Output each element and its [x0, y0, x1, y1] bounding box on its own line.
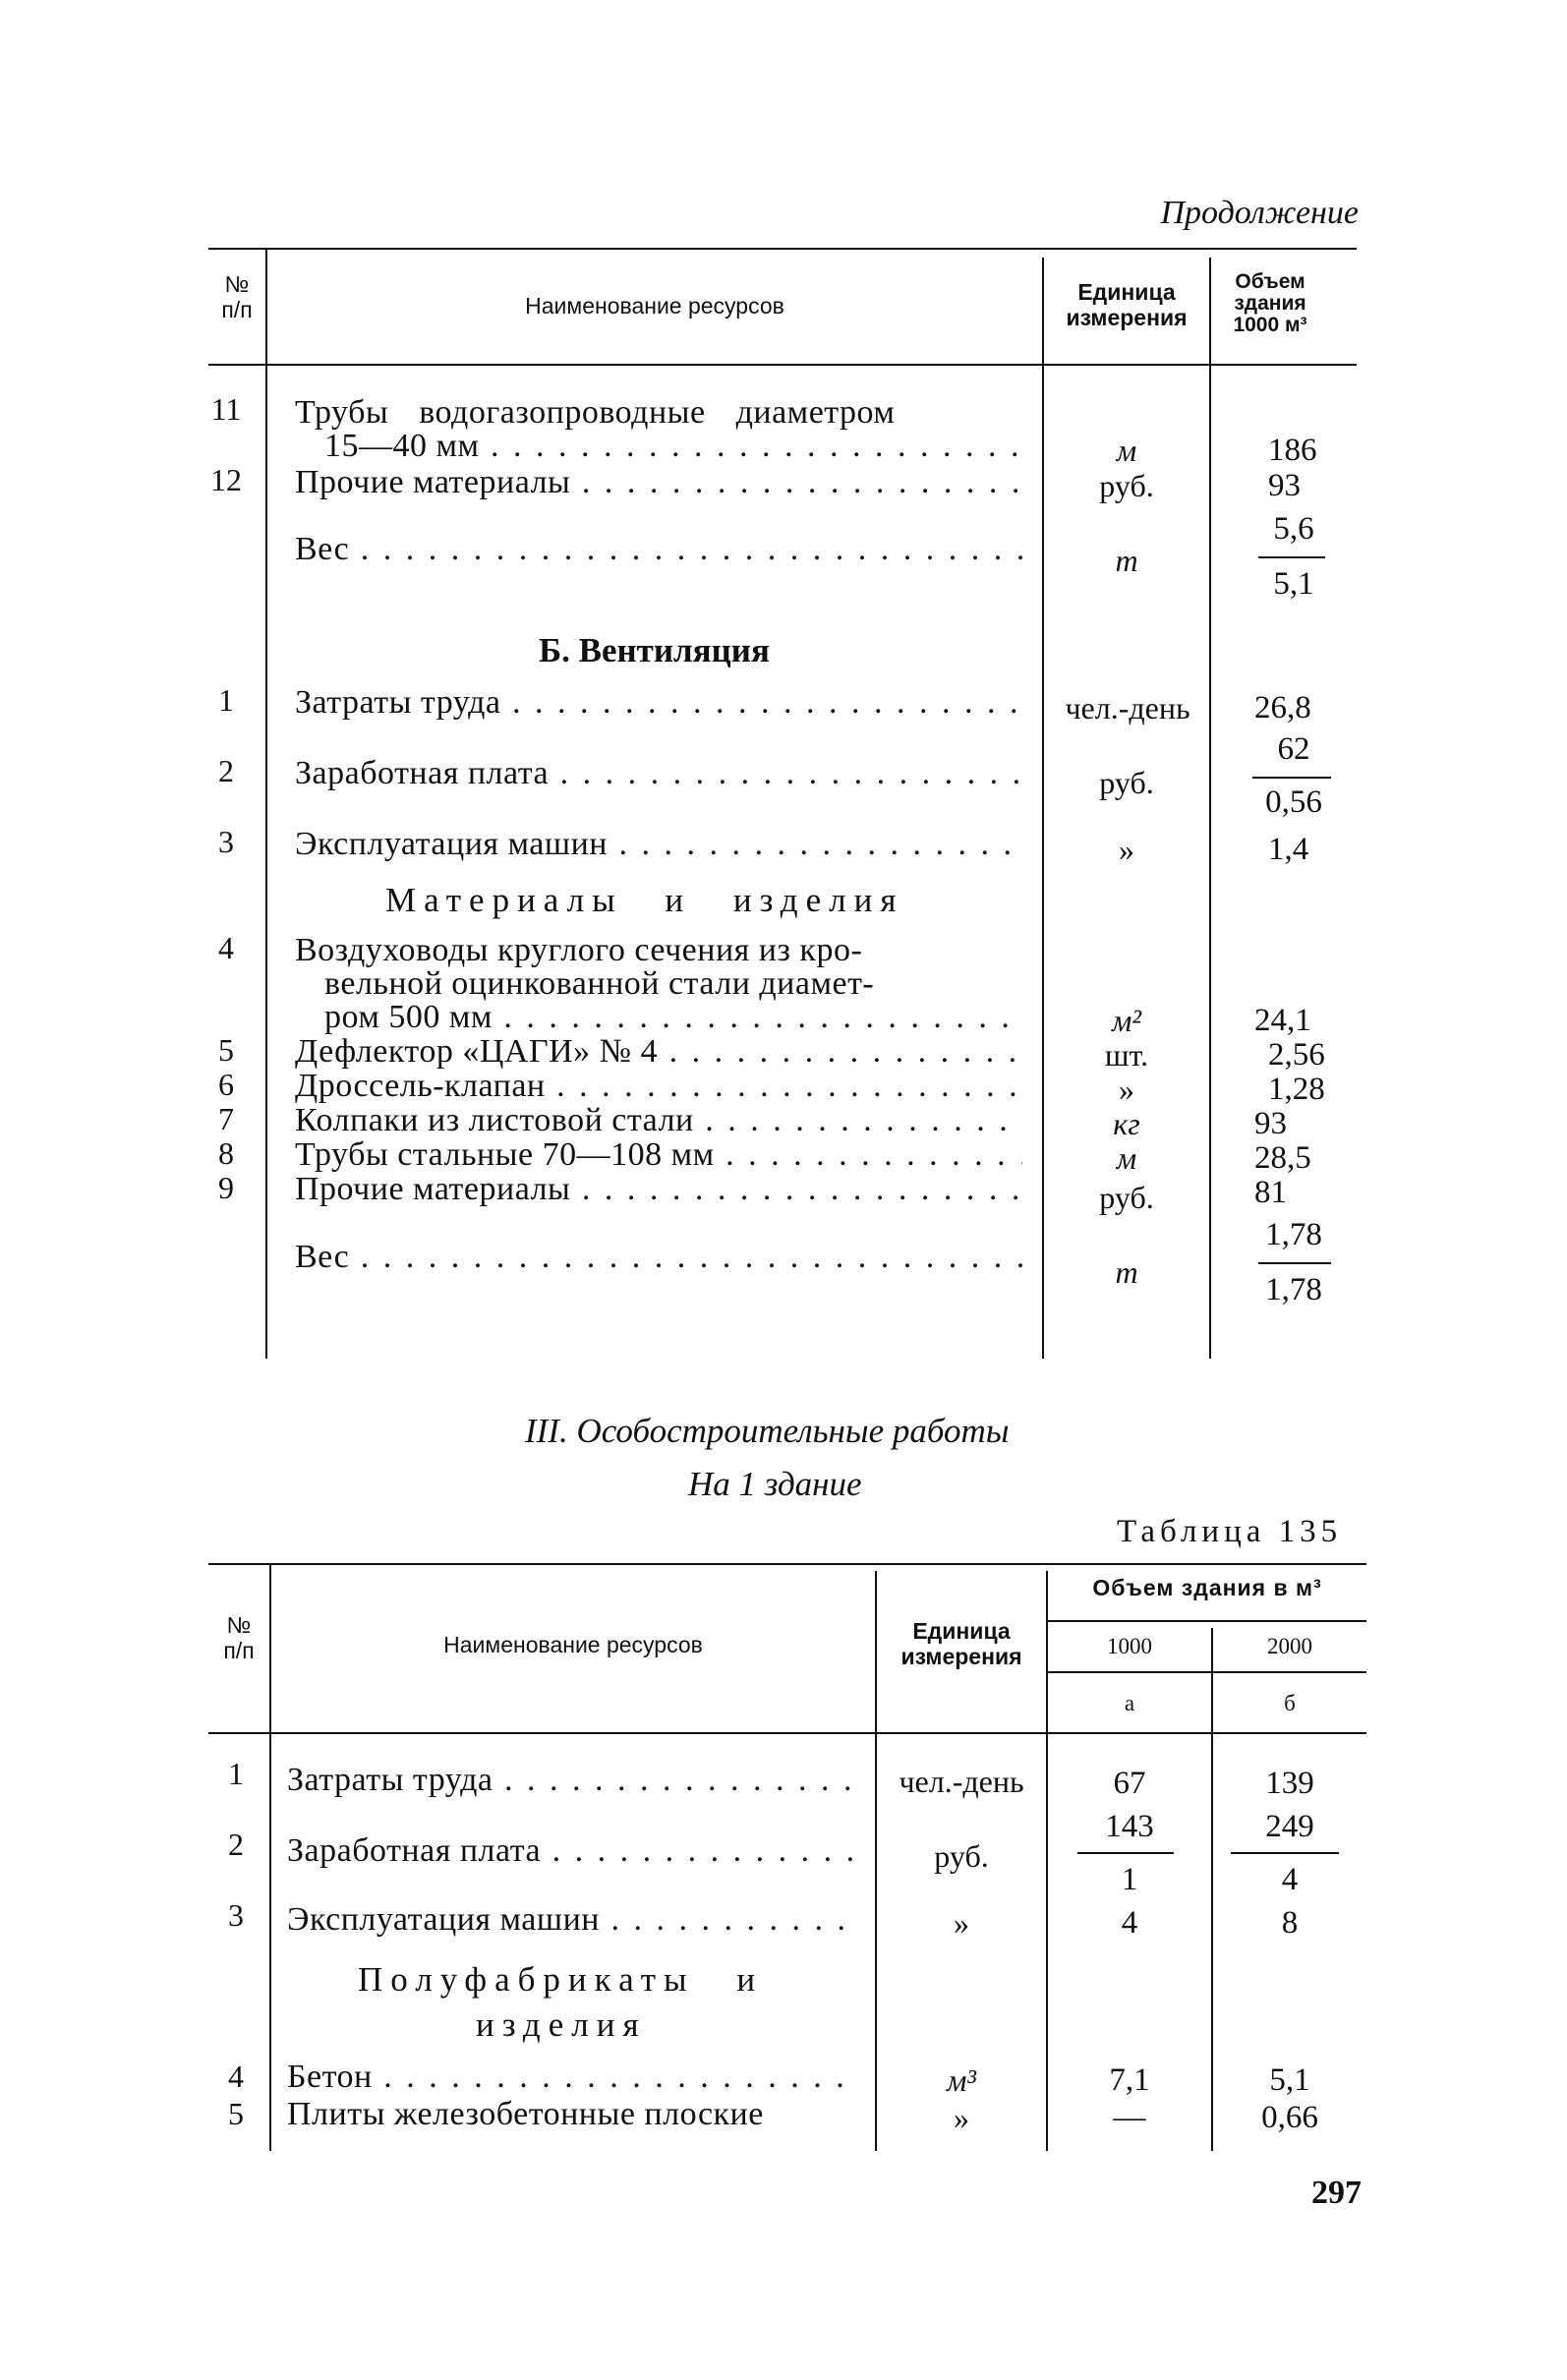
row-value-a: —: [1113, 2100, 1146, 2135]
row-number: 7: [218, 1101, 234, 1136]
row-unit: м: [1116, 1140, 1137, 1176]
subsection-heading: Полуфабрикаты и: [358, 1960, 764, 1999]
row-unit: т: [1115, 1254, 1138, 1290]
row-value-a: 67: [1113, 1766, 1146, 1801]
fraction-bar: [1231, 1852, 1339, 1854]
row-number: 8: [218, 1135, 234, 1171]
row-name: Заработная плата . . .: [295, 757, 1022, 790]
fraction-top: 5,6: [1273, 511, 1314, 547]
header-volume-line3: 1000 м³: [1233, 314, 1307, 336]
fraction-bottom: 1,78: [1265, 1272, 1322, 1307]
row-value: 93: [1268, 468, 1301, 503]
row-unit: м³: [946, 2062, 976, 2098]
row-value-b: 8: [1281, 1905, 1299, 1941]
table2-subcol-rule: [1046, 1671, 1366, 1673]
row-number: 1: [228, 1756, 244, 1791]
row-name: Вес . . .: [295, 533, 1022, 566]
row-value: 93: [1254, 1106, 1287, 1141]
header-volume-line1: Объем: [1235, 270, 1306, 293]
row-value-b: 5,1: [1269, 2062, 1310, 2098]
header-unit-line2: измерения: [1066, 305, 1188, 330]
header-num-abbr: п/п: [223, 1638, 255, 1663]
row-number: 2: [228, 1827, 244, 1862]
row-value-b: 139: [1265, 1766, 1314, 1801]
row-name: Трубы водогазопроводные диаметром: [295, 394, 896, 431]
fraction-bottom: 5,1: [1273, 566, 1314, 602]
row-value: 2,56: [1268, 1037, 1325, 1073]
row-unit: руб.: [1099, 1180, 1154, 1215]
row-unit: м²: [1111, 1003, 1141, 1038]
continuation-label: Продолжение: [1160, 195, 1359, 231]
row-unit: м: [1116, 433, 1137, 468]
row-unit: чел.-день: [1065, 690, 1190, 726]
fraction-bar: [1077, 1852, 1174, 1854]
header-volume-line2: здания: [1234, 292, 1306, 315]
row-name: Бетон . . .: [287, 2061, 857, 2094]
row-number: 1: [218, 682, 234, 718]
row-name: Трубы стальные 70—108 мм . . .: [295, 1138, 1022, 1172]
fraction-top: 143: [1105, 1809, 1154, 1844]
table2-header-rule: [208, 1732, 1366, 1734]
row-number: 4: [228, 2059, 244, 2094]
row-name: Прочие материалы . . .: [295, 1173, 1022, 1206]
header-num-abbr: п/п: [221, 297, 253, 322]
header-name: Наименование ресурсов: [443, 1632, 703, 1657]
row-name: Затраты труда . . .: [287, 1764, 857, 1797]
row-unit: кг: [1113, 1106, 1140, 1141]
row-name: Затраты труда . . .: [295, 686, 1022, 720]
fraction-bar: [1258, 1262, 1331, 1264]
row-unit: »: [954, 2100, 969, 2135]
header-num: [208, 271, 265, 322]
row-name: Плиты железобетонные плоские: [287, 2096, 764, 2132]
table2-volume-rule: [1046, 1620, 1366, 1622]
header-num-symbol: №: [226, 1612, 252, 1638]
row-name-cont: 15—40 мм . . .: [324, 430, 1022, 463]
row-name: Колпаки из листовой стали . . .: [295, 1104, 1022, 1137]
row-value: 26,8: [1254, 690, 1311, 726]
subsection-heading-cont: изделия: [476, 2005, 647, 2044]
table-caption: Таблица 135: [1117, 1514, 1343, 1549]
row-name-cont: вельной оцинкованной стали диамет-: [324, 965, 875, 1002]
row-name: Вес . . .: [295, 1241, 1022, 1274]
row-unit: »: [1119, 1072, 1134, 1107]
row-name: Прочие материалы . . .: [295, 466, 1022, 499]
header-num: [208, 1612, 269, 1663]
row-unit: шт.: [1104, 1037, 1149, 1073]
page-number: 297: [1311, 2175, 1362, 2211]
table2-top-rule: [208, 1563, 1366, 1565]
header-unit: [877, 1618, 1046, 1669]
row-unit: т: [1115, 543, 1138, 578]
fraction-bottom: 1: [1121, 1862, 1138, 1897]
row-name: Заработная плата . . .: [287, 1834, 857, 1868]
fraction-top: 62: [1277, 731, 1310, 767]
fraction-bottom: 4: [1281, 1862, 1299, 1897]
row-unit: руб.: [934, 1838, 989, 1874]
table1-col-divider: [265, 248, 267, 1359]
header-volume: [1211, 271, 1329, 336]
row-number: 12: [210, 462, 242, 497]
row-value-b: 0,66: [1261, 2100, 1318, 2135]
row-unit: чел.-день: [899, 1764, 1024, 1799]
table1-top-rule: [208, 248, 1357, 250]
header-unit: [1044, 279, 1209, 330]
row-name: Эксплуатация машин . . .: [295, 828, 1022, 861]
row-unit: »: [954, 1905, 969, 1941]
table1-header-rule: [208, 364, 1357, 366]
header-name: Наименование ресурсов: [525, 293, 784, 319]
row-number: 6: [218, 1067, 234, 1102]
header-num-symbol: №: [224, 271, 250, 297]
row-number: 5: [228, 2096, 244, 2131]
row-value-a: 7,1: [1109, 2062, 1150, 2098]
row-number: 11: [210, 391, 242, 427]
row-unit: руб.: [1099, 765, 1154, 800]
row-value: 1,4: [1268, 832, 1309, 867]
row-value: 24,1: [1254, 1003, 1311, 1038]
section-subtitle: На 1 здание: [688, 1465, 862, 1503]
row-number: 5: [218, 1032, 234, 1068]
row-value-a: 4: [1121, 1905, 1138, 1941]
fraction-bottom: 0,56: [1265, 784, 1322, 820]
row-name: Эксплуатация машин . . .: [287, 1903, 857, 1937]
row-unit: »: [1119, 832, 1134, 867]
header-unit-line2: измерения: [900, 1644, 1022, 1669]
header-unit-line1: Единица: [1077, 279, 1176, 305]
header-sub-a: а: [1124, 1691, 1135, 1715]
row-number: 3: [218, 824, 234, 859]
fraction-top: 1,78: [1265, 1217, 1322, 1252]
fraction-bar: [1252, 777, 1331, 779]
row-value: 186: [1268, 433, 1317, 468]
row-name: Воздуховоды круглого сечения из кро-: [295, 932, 863, 968]
fraction-bar: [1258, 556, 1325, 558]
header-col-b: 2000: [1267, 1634, 1312, 1658]
header-volume: Объем здания в м³: [1092, 1575, 1322, 1600]
row-name: Дефлектор «ЦАГИ» № 4 . . .: [295, 1035, 1022, 1069]
row-value: 81: [1254, 1175, 1287, 1210]
row-unit: руб.: [1099, 468, 1154, 503]
section-heading: Б. Вентиляция: [539, 631, 770, 669]
section-title: III. Особостроительные работы: [525, 1412, 1010, 1450]
header-col-a: 1000: [1107, 1634, 1152, 1658]
row-number: 9: [218, 1170, 234, 1205]
row-value: 1,28: [1268, 1072, 1325, 1107]
row-name-cont: ром 500 мм . . .: [324, 1001, 1022, 1034]
header-unit-line1: Единица: [912, 1618, 1011, 1644]
row-number: 4: [218, 930, 234, 965]
table1-col-divider: [1209, 258, 1211, 1359]
row-number: 2: [218, 753, 234, 788]
header-sub-b: б: [1284, 1691, 1296, 1715]
row-name: Дроссель-клапан . . .: [295, 1070, 1022, 1103]
row-value: 28,5: [1254, 1140, 1311, 1176]
subsection-heading: Материалы и изделия: [385, 881, 904, 919]
fraction-top: 249: [1265, 1809, 1314, 1844]
row-number: 3: [228, 1897, 244, 1933]
